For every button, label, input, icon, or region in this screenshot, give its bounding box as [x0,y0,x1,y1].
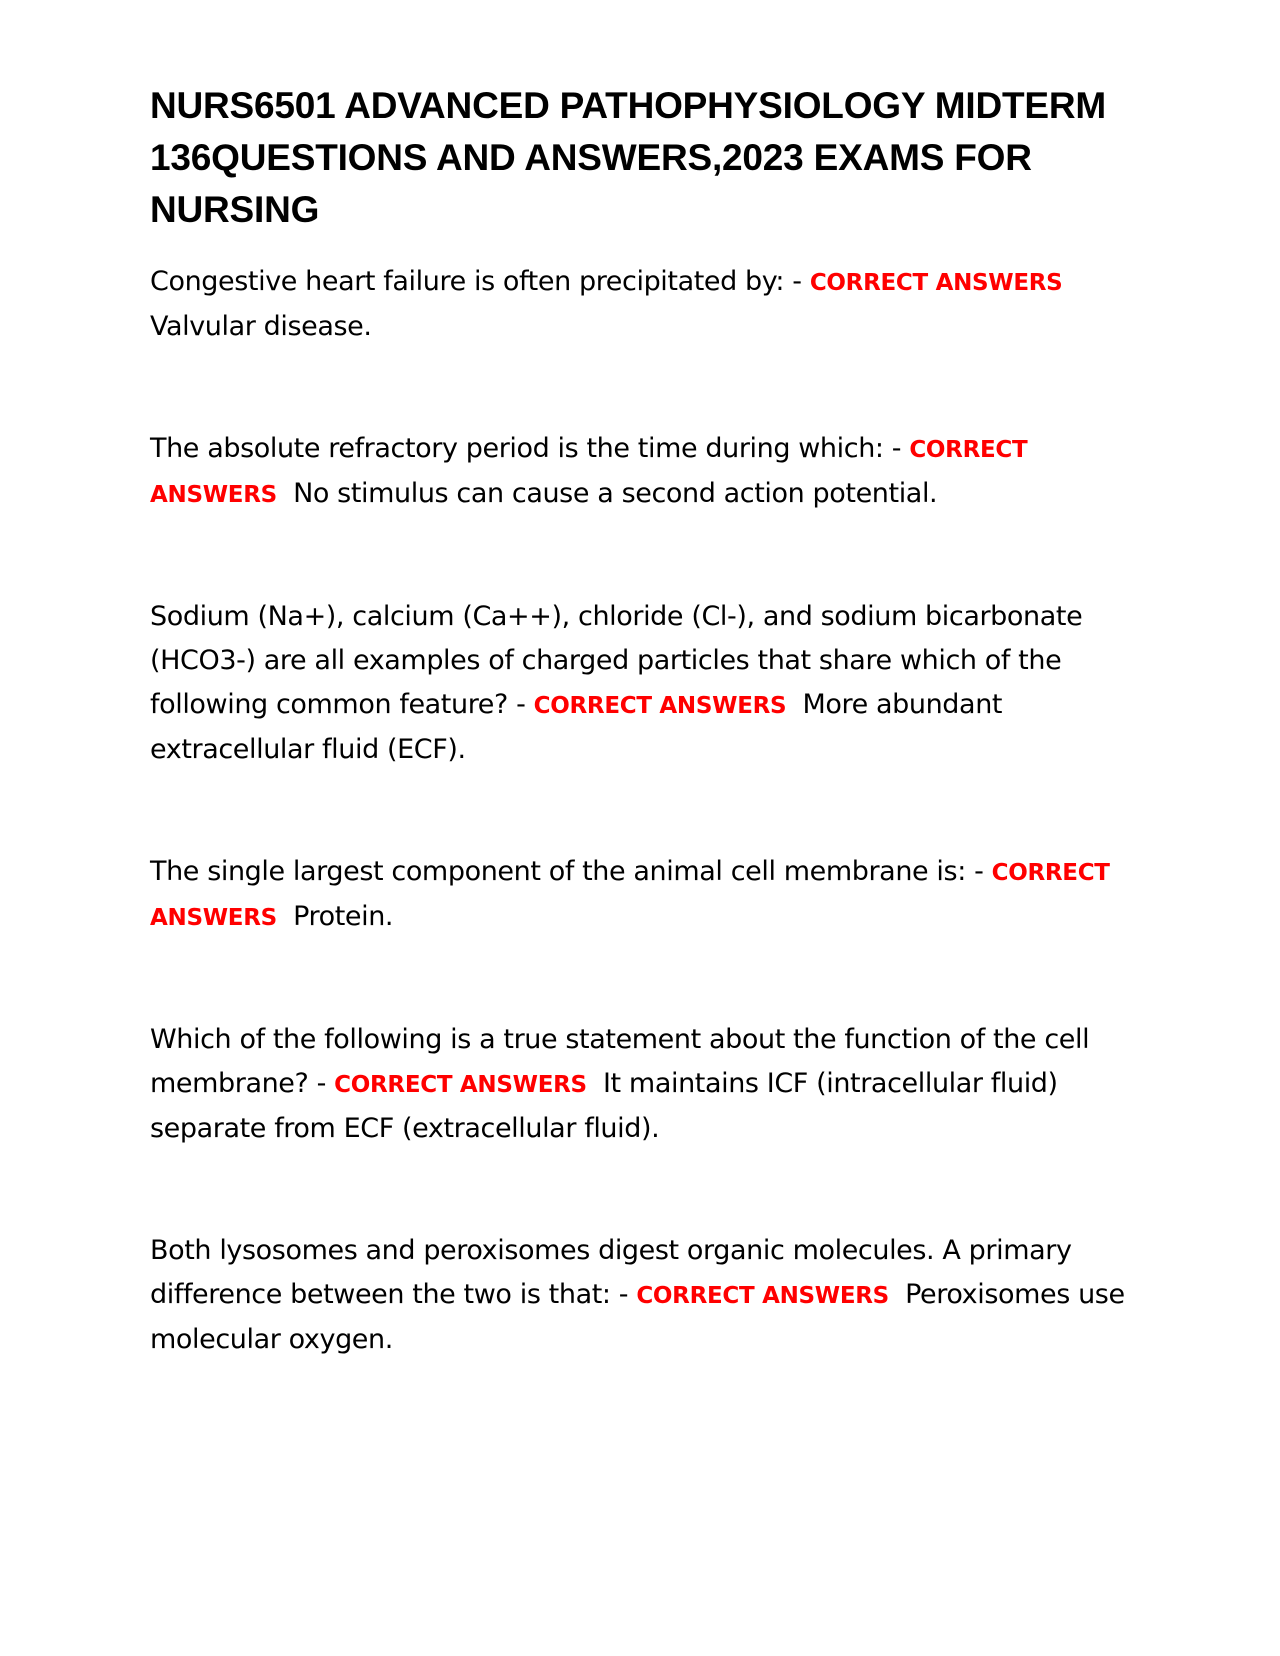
correct-answers-tag: CORRECT ANSWERS [334,1072,587,1098]
correct-answers-tag: CORRECT ANSWERS [150,437,1028,508]
qa-item [150,427,1140,517]
answer-text: No stimulus can cause a second action potential. [293,478,938,509]
qa-item [150,595,1140,772]
question-text: The single largest component of the animal cell membrane is: - [150,856,984,887]
correct-answers-tag: CORRECT ANSWERS [809,270,1063,296]
correct-answers-tag: CORRECT ANSWERS [150,860,1110,931]
answer-text: Protein. [293,901,394,932]
question-text: Congestive heart failure is often precipitated by: - [150,266,802,297]
question-text: Both lysosomes and peroxisomes digest organic molecules. A primary difference between the two is that: - [150,1235,1072,1310]
correct-answers-tag: CORRECT ANSWERS [533,693,787,719]
qa-item [150,260,1140,349]
document-title: NURS6501 ADVANCED PATHOPHYSIOLOGY MIDTERM 136QUESTIONS AND ANSWERS,2023 EXAMS FOR NURSING [150,85,1106,230]
qa-item [150,850,1140,940]
question-text: Which of the following is a true statement about the function of the cell membrane? - [150,1024,1090,1099]
answer-text: More abundant extracellular fluid (ECF). [150,689,1003,765]
qa-item [150,1018,1140,1151]
document-page [150,80,1140,1440]
correct-answers-tag: CORRECT ANSWERS [636,1283,889,1309]
answer-text: It maintains ICF (intracellular fluid) separate from ECF (extracellular fluid). [150,1068,1058,1144]
question-text: Sodium (Na+), calcium (Ca++), chloride (Cl-), and sodium bicarbonate (HCO3-) are all examples of charged particles that share which of the following common feature? - [150,601,1083,720]
question-text: The absolute refractory period is the time during which: - [150,433,902,464]
answer-text: Valvular disease. [150,311,372,342]
qa-item [150,1229,1140,1362]
answer-text: Peroxisomes use molecular oxygen. [150,1279,1125,1355]
